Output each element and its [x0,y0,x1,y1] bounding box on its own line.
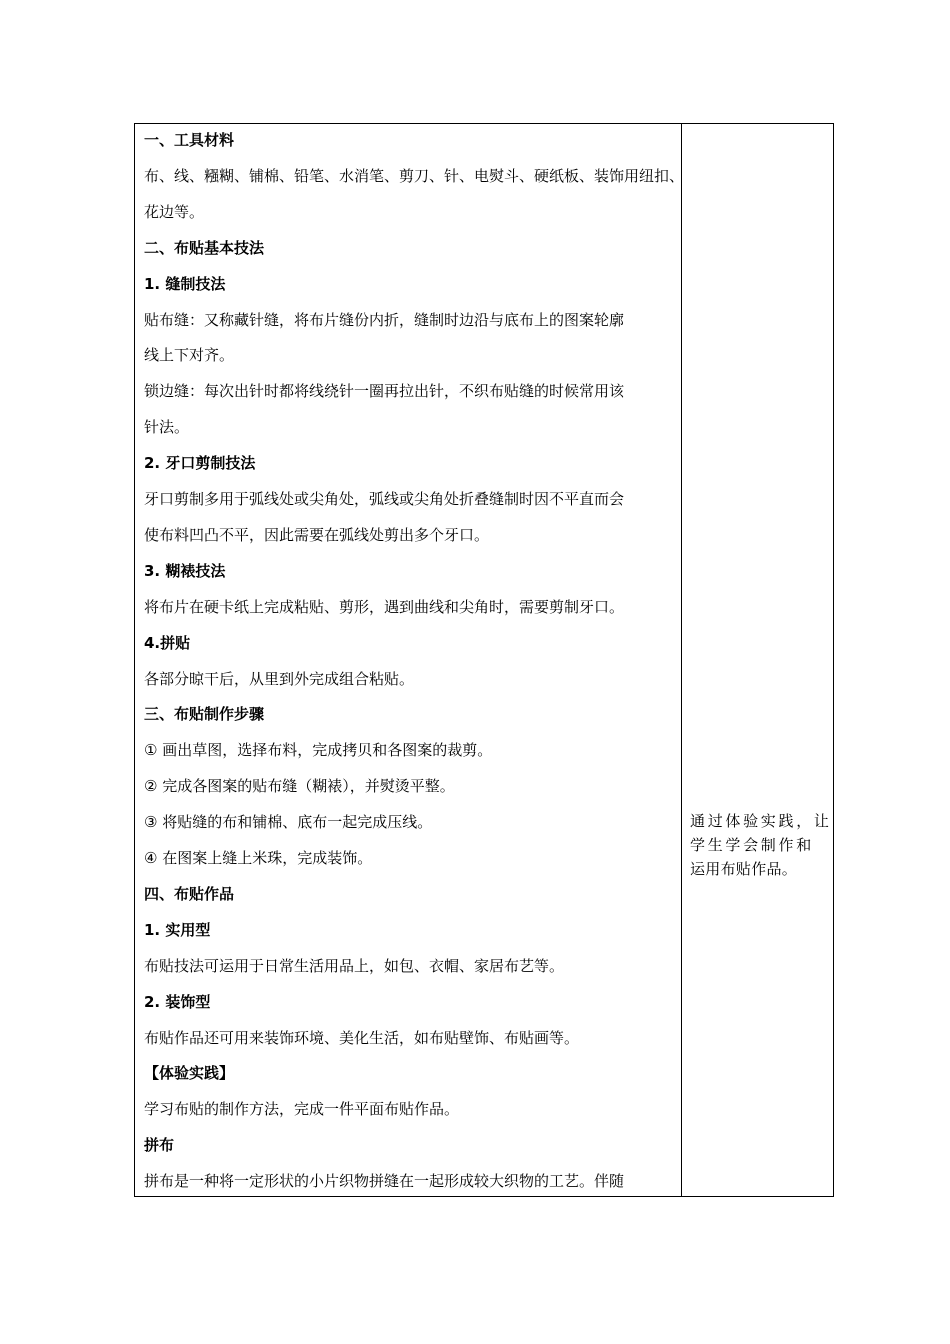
body-text-line: ③ 将贴缝的布和铺棉、底布一起完成压线。 [144,813,433,832]
body-text-line: 线上下对齐。 [144,346,235,365]
body-text-line: 针法。 [144,418,190,437]
body-text-line: 拼布是一种将一定形状的小片织物拼缝在一起形成较大织物的工艺。伴随 [144,1172,625,1191]
content-column [135,124,685,1196]
section-heading: 三、布贴制作步骤 [144,705,265,724]
note-line: 学生学会制作和 [690,836,814,854]
body-text-line: ① 画出草图，选择布料，完成拷贝和各图案的裁剪。 [144,741,493,760]
body-text-line: 将布片在硬卡纸上完成粘贴、剪形，遇到曲线和尖角时，需要剪制牙口。 [144,597,625,616]
lesson-table [134,123,834,1197]
section-heading: 【体验实践】 [144,1064,235,1083]
design-intent-note [690,809,832,881]
section-heading: 3. 糊裱技法 [144,561,226,580]
section-heading: 1. 缝制技法 [144,274,226,293]
body-text-line: ④ 在图案上缝上米珠，完成装饰。 [144,849,373,867]
section-heading: 4.拼贴 [144,633,191,652]
note-line: 通过体验实践，让 [690,812,832,830]
body-text-line: 贴布缝：又称藏针缝，将布片缝份内折，缝制时边沿与底布上的图案轮廓 [144,310,625,329]
body-text-line: 布贴技法可运用于日常生活用品上，如包、衣帽、家居布艺等。 [144,956,565,975]
section-heading: 拼布 [144,1136,175,1155]
note-line: 运用布贴作品。 [690,860,798,878]
section-heading: 一、工具材料 [144,131,235,149]
body-text-line: 布贴作品还可用来装饰环境、美化生活，如布贴壁饰、布贴画等。 [144,1028,580,1047]
body-text-line: 各部分晾干后，从里到外完成组合粘贴。 [144,669,415,688]
body-text-line: 锁边缝：每次出针时都将线绕针一圈再拉出针，不织布贴缝的时候常用该 [144,382,625,401]
body-text-line: 花边等。 [144,202,205,221]
section-heading: 四、布贴作品 [144,884,235,903]
body-text-line: 牙口剪制多用于弧线处或尖角处，弧线或尖角处折叠缝制时因不平直而会 [144,490,625,508]
notes-column [682,124,833,1196]
section-heading: 二、布贴基本技法 [144,238,265,257]
section-heading: 2. 牙口剪制技法 [144,454,256,473]
section-heading: 2. 装饰型 [144,992,211,1011]
body-text-line: 使布料凹凸不平，因此需要在弧线处剪出多个牙口。 [144,525,490,544]
section-heading: 1. 实用型 [144,920,211,939]
body-text-line: ② 完成各图案的贴布缝（糊裱），并熨烫平整。 [144,777,455,796]
body-text-line: 学习布贴的制作方法，完成一件平面布贴作品。 [144,1100,460,1119]
body-text-line: 布、线、糨糊、铺棉、铅笔、水消笔、剪刀、针、电熨斗、硬纸板、装饰用纽扣、 [144,166,685,185]
